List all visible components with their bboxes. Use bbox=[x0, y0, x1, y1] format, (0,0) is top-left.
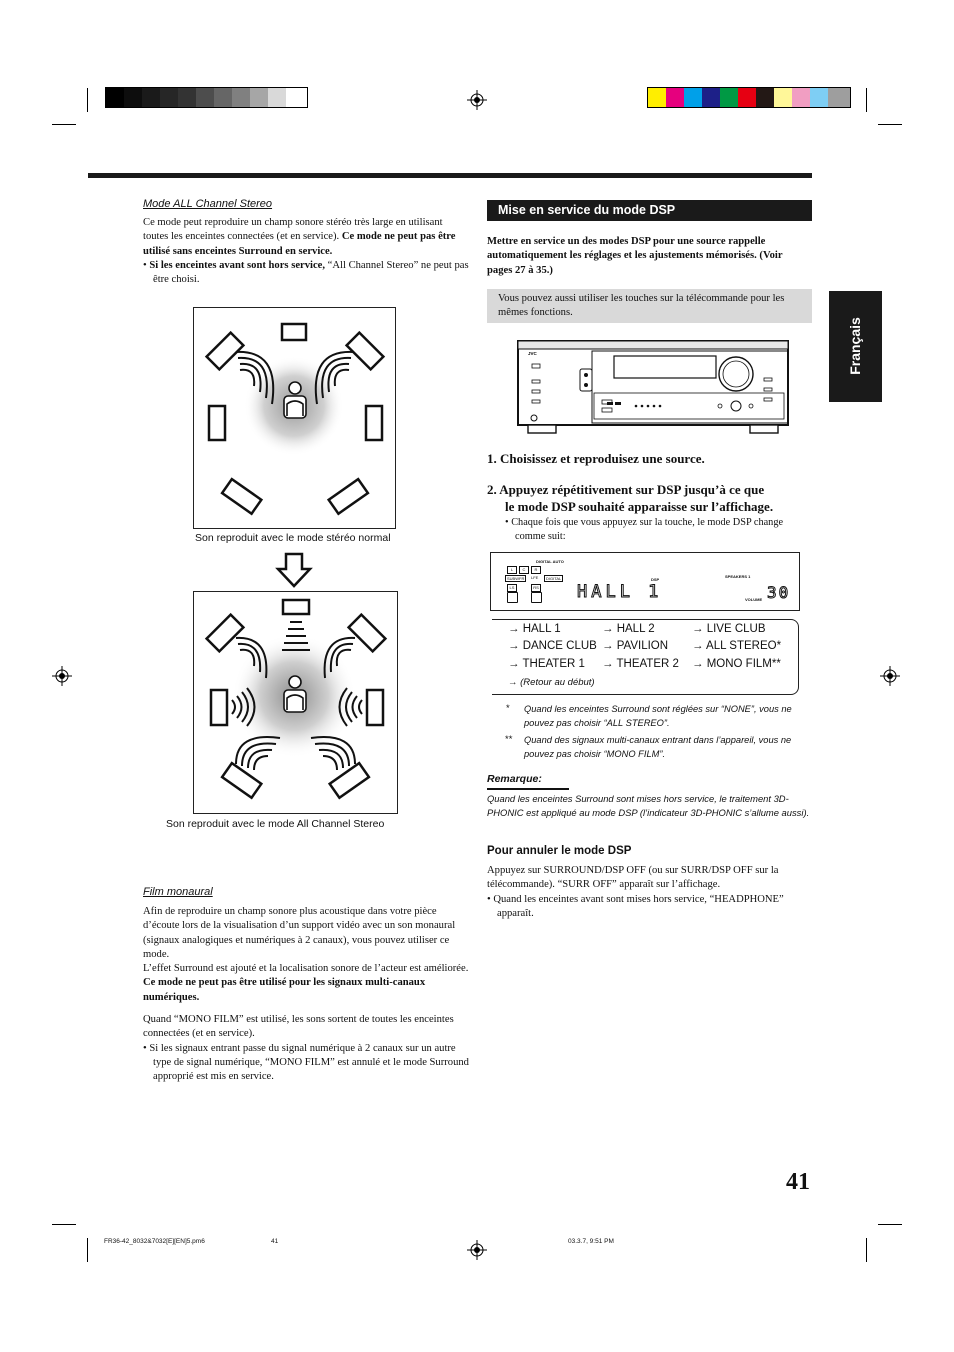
gray-swatch bbox=[250, 88, 268, 107]
page-number: 41 bbox=[786, 1169, 810, 1195]
crop-mark bbox=[866, 88, 867, 112]
color-bar bbox=[647, 87, 851, 108]
stereo-diagram-drawing bbox=[194, 308, 395, 528]
receiver-illustration bbox=[514, 338, 792, 440]
film-p3: Quand “MONO FILM” est utilisé, les sons sortent de toutes les enceintes connectées (et en service). bbox=[143, 1014, 454, 1040]
mode-sequence-box bbox=[492, 619, 799, 695]
channel-l: L bbox=[507, 566, 517, 574]
crop-mark bbox=[878, 1224, 902, 1225]
gray-swatch bbox=[286, 88, 307, 107]
channel-ls: LS bbox=[507, 584, 517, 592]
footnote-2-mark: ** bbox=[505, 734, 513, 745]
color-swatch bbox=[666, 88, 684, 107]
cancel-bullet: • Quand les enceintes avant sont mises hors service, “HEADPHONE” apparaît. bbox=[487, 893, 784, 919]
gray-swatch bbox=[142, 88, 160, 107]
indicator-dsp: DSP bbox=[651, 577, 660, 582]
indicator-digital: DIGITAL bbox=[546, 576, 562, 581]
film-title: Film monaural bbox=[143, 886, 213, 898]
mode-hall-2: → HALL 2 bbox=[602, 623, 655, 635]
mode-pavilion: → PAVILION bbox=[602, 640, 669, 652]
film-p1: Afin de reproduire un champ sonore plus acoustique dans votre pièce d’écoute lors de la visualisation d’un support vidéo avec un son monaural (signaux analogiques et numériques à 2 canaux), vous pouvez utiliser ce mode. bbox=[143, 906, 456, 960]
film-bullet-text: Si les signaux entrant passe du signal numérique à 2 canaux sur un autre type de signal numérique, “MONO FILM” est annulé et le mode Surround approprié est mis en service. bbox=[149, 1042, 469, 1083]
gray-swatch bbox=[160, 88, 178, 107]
display-line-1: DVD bbox=[577, 560, 620, 580]
footer-date: 03.3.7, 9:51 PM bbox=[568, 1238, 614, 1245]
mode-theater-1: → THEATER 1 bbox=[508, 658, 585, 670]
gray-swatch bbox=[124, 88, 142, 107]
crop-mark bbox=[87, 1238, 88, 1262]
channel-rs: RS bbox=[531, 584, 541, 592]
footer-page: 41 bbox=[271, 1238, 279, 1245]
mode-all-stereo: → ALL STEREO* bbox=[692, 640, 782, 652]
registration-mark-icon bbox=[880, 666, 900, 686]
mode-live-club: → LIVE CLUB bbox=[692, 623, 766, 635]
gray-swatch bbox=[106, 88, 124, 107]
note-text: Vous pouvez aussi utiliser les touches sur la télécommande pour les mêmes fonctions. bbox=[498, 293, 785, 319]
display-digital-auto: DIGITAL AUTO bbox=[536, 559, 564, 564]
registration-mark-icon bbox=[467, 1240, 487, 1260]
step-2-bullet: • Chaque fois que vous appuyez sur la touche, le mode DSP change comme suit: bbox=[505, 517, 784, 543]
color-swatch bbox=[774, 88, 792, 107]
mode-hall-1: → HALL 1 bbox=[508, 623, 561, 635]
section-title: Mise en service du mode DSP bbox=[498, 203, 676, 217]
indicator-speakers: SPEAKERS 1 bbox=[725, 574, 751, 579]
remark-text: Quand les enceintes Surround sont mises hors service, le traitement 3D-PHONIC est appliqué au mode DSP (l’indicateur 3D-PHONIC s’allume aussi). bbox=[487, 793, 810, 818]
step-2-line2: le mode DSP souhaité apparaisse sur l’affichage. bbox=[505, 499, 774, 514]
step-1: 1. Choisissez et reproduisez une source. bbox=[487, 451, 705, 466]
indicator-subwfr: SUBWFR bbox=[507, 576, 525, 581]
color-swatch bbox=[684, 88, 702, 107]
all-channel-bullet: • Si les enceintes avant sont hors service, “All Channel Stereo” ne peut pas être choisi. bbox=[143, 259, 469, 286]
all-channel-diagram bbox=[193, 591, 398, 814]
footer-file: FR36-42_8032&7032[E][EN]5.pm6 bbox=[104, 1238, 205, 1245]
crop-mark bbox=[52, 1224, 76, 1225]
cancel-title: Pour annuler le mode DSP bbox=[487, 845, 632, 857]
mode-back-to-start: → (Retour au début) bbox=[508, 677, 595, 688]
color-swatch bbox=[828, 88, 850, 107]
step-2-bullet-text: Chaque fois que vous appuyez sur la touche, le mode DSP change comme suit: bbox=[511, 517, 784, 543]
note-box bbox=[487, 289, 812, 323]
film-text bbox=[143, 905, 469, 1085]
registration-mark-icon bbox=[467, 90, 487, 110]
cancel-text bbox=[487, 864, 812, 921]
film-bullet: • Si les signaux entrant passe du signal numérique à 2 canaux sur un autre type de signal numérique, “MONO FILM” est annulé et le mode Surround approprié est mis en service. bbox=[143, 1042, 469, 1083]
channel-c: C bbox=[519, 566, 529, 574]
mode-dance-club: → DANCE CLUB bbox=[508, 640, 597, 652]
indicator-lfe: LFE bbox=[531, 575, 539, 580]
channel-ls-box bbox=[507, 592, 518, 603]
bullet-rest: “All Channel Stereo” ne peut pas être choisi. bbox=[153, 259, 469, 286]
gray-swatch bbox=[214, 88, 232, 107]
channel-rs-box bbox=[531, 592, 542, 603]
gray-swatch bbox=[178, 88, 196, 107]
channel-r: R bbox=[531, 566, 541, 574]
film-p2b: Ce mode ne peut pas être utilisé pour les signaux multi-canaux numériques. bbox=[143, 977, 426, 1003]
footnote-1: Quand les enceintes Surround sont réglées sur “NONE”, vous ne pouvez pas choisir “ALL STEREO”. bbox=[524, 704, 792, 728]
film-p2 bbox=[143, 962, 469, 1005]
gray-swatch bbox=[196, 88, 214, 107]
crop-mark bbox=[87, 88, 88, 112]
cancel-bullet-text: Quand les enceintes avant sont mises hors service, “HEADPHONE” apparaît. bbox=[493, 893, 784, 919]
stereo-diagram bbox=[193, 307, 396, 529]
color-swatch bbox=[702, 88, 720, 107]
all-channel-title: Mode ALL Channel Stereo bbox=[143, 198, 273, 210]
down-arrow-icon bbox=[275, 552, 313, 588]
footnote-2: Quand des signaux multi-canaux entrant dans l’appareil, vous ne pouvez pas choisir “MONO FILM”. bbox=[524, 735, 792, 759]
volume-value: 30 bbox=[767, 583, 791, 602]
color-swatch bbox=[756, 88, 774, 107]
intro-text: Mettre en service un des modes DSP pour une source rappelle automatiquement les réglages et les ajustements mémorisés. (Voir pages 27 à 35.) bbox=[487, 236, 783, 276]
all-channel-diagram-drawing bbox=[194, 592, 397, 813]
footnote-1-mark: * bbox=[506, 703, 510, 714]
all-channel-p1b: Ce mode ne peut pas être utilisé sans enceintes Surround en service. bbox=[143, 231, 456, 257]
cancel-paragraph: Appuyez sur SURROUND/DSP OFF (ou sur SURR/DSP OFF sur la télécommande). “SURR OFF” apparaît sur l’affichage. bbox=[487, 865, 779, 891]
all-channel-p1a: Ce mode peut reproduire un champ sonore stéréo très large en utilisant toutes les enceintes connectées (et en service). bbox=[143, 217, 443, 243]
section-title-bar bbox=[487, 200, 812, 221]
color-swatch bbox=[738, 88, 756, 107]
registration-mark-icon bbox=[52, 666, 72, 686]
remark-title: Remarque: bbox=[487, 773, 542, 785]
top-rule bbox=[88, 173, 812, 178]
remark-rule bbox=[487, 788, 569, 790]
caption-all-channel: Son reproduit avec le mode All Channel Stereo bbox=[166, 818, 385, 830]
grayscale-bar bbox=[105, 87, 308, 108]
crop-mark bbox=[52, 124, 76, 125]
crop-mark bbox=[878, 124, 902, 125]
all-channel-text bbox=[143, 216, 469, 287]
color-swatch bbox=[810, 88, 828, 107]
gray-swatch bbox=[268, 88, 286, 107]
color-swatch bbox=[648, 88, 666, 107]
mode-theater-2: → THEATER 2 bbox=[602, 658, 679, 670]
color-swatch bbox=[720, 88, 738, 107]
caption-normal: Son reproduit avec le mode stéréo normal bbox=[195, 532, 391, 544]
film-p2a: L’effet Surround est ajouté et la localisation sonore de l’acteur est améliorée. bbox=[143, 963, 469, 975]
mode-mono-film: → MONO FILM** bbox=[692, 658, 781, 670]
crop-mark bbox=[866, 1238, 867, 1262]
bullet-bold: Si les enceintes avant sont hors service, bbox=[149, 259, 326, 271]
brand-logo: JVC bbox=[528, 351, 537, 356]
language-tab-label: Français bbox=[847, 317, 863, 375]
volume-label: VOLUME bbox=[745, 597, 763, 602]
gray-swatch bbox=[232, 88, 250, 107]
language-tab bbox=[829, 291, 882, 402]
step-2-line1: 2. Appuyez répétitivement sur DSP jusqu’à ce que bbox=[487, 482, 765, 497]
display-line-2: HALL 1 bbox=[577, 582, 663, 602]
display-panel bbox=[490, 552, 800, 611]
color-swatch bbox=[792, 88, 810, 107]
